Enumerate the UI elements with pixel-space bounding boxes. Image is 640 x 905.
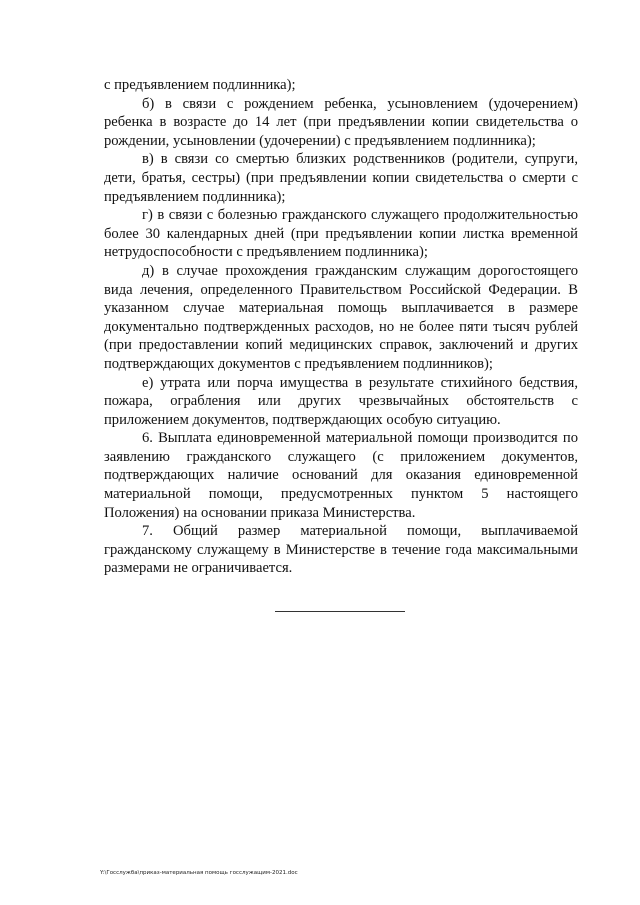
paragraph-continuation: с предъявлением подлинника); [104,77,296,93]
document-body [104,76,578,578]
paragraph-point-7: 7. Общий размер материальной помощи, выплачиваемой гражданскому служащему в Министерстве в течение года максимальными размерами не ограничивается. [104,523,578,577]
paragraph-point-6: 6. Выплата единовременной материальной помощи производится по заявлению гражданского служащего (с приложением документов, подтверждающих наличие оснований для оказания единовременной материальной помощи, предусмотренных пунктом 5 настоящего Положения) на основании приказа Министерства. [104,430,578,521]
end-divider-line [275,611,405,612]
paragraph-item-d: д) в случае прохождения гражданским служащим дорогостоящего вида лечения, определенного Правительством Российской Федерации. В указанном случае материальная помощь выплачивается в размере документально подтвержденных расходов, но не более пяти тысяч рублей (при предоставлении копий медицинских справок, заключений и других подтверждающих документов с предъявлением подлинников); [104,262,578,372]
paragraph-item-b: б) в связи с рождением ребенка, усыновлением (удочерением) ребенка в возрасте до 14 лет (при предъявлении копии свидетельства о рождении, усыновлении (удочерении) с предъявлением подлинника); [104,95,578,149]
paragraph-item-v: в) в связи со смертью близких родственников (родители, супруги, дети, братья, сестры) (при предъявлении копии свидетельства о смерти с предъявлением подлинника); [104,151,578,205]
footer-file-path: Y:\Госслужба\приказ-материальная помощь госслужащим-2021.doc [100,870,298,876]
paragraph-item-e: е) утрата или порча имущества в результате стихийного бедствия, пожара, ограбления или других чрезвычайных обстоятельств с приложением документов, подтверждающих особую ситуацию. [104,374,578,428]
paragraph-item-g: г) в связи с болезнью гражданского служащего продолжительностью более 30 календарных дней (при предъявлении копии листка временной нетрудоспособности с предъявлением подлинника); [104,207,578,261]
